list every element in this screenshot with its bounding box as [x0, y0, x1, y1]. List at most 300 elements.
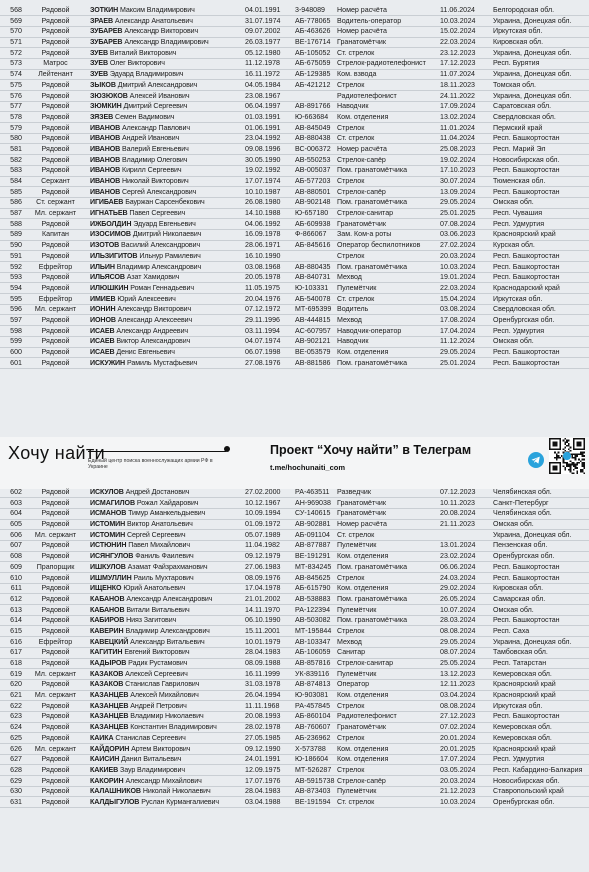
death-date-cell: 29.02.2024: [440, 584, 476, 593]
role-cell: Ком. отделения: [337, 691, 389, 700]
birth-date-cell: 06.10.1990: [245, 616, 281, 625]
birth-date-cell: 29.11.1996: [245, 315, 280, 324]
surname: ЗОТКИН: [90, 6, 119, 14]
rank-cell: Рядовой: [41, 48, 70, 57]
rank-cell: Рядовой: [41, 102, 70, 111]
table-row: [0, 765, 589, 776]
birth-date-cell: 04.07.1974: [245, 337, 281, 346]
token-cell: РА-463511: [295, 488, 330, 496]
death-date-cell: 03.04.2024: [440, 691, 476, 700]
token-cell: АВ-877887: [295, 541, 331, 550]
death-date-cell: 08.07.2024: [440, 648, 476, 657]
name-cell: [90, 733, 240, 744]
name-cell: [90, 165, 240, 176]
first-name: Дмитрий Александрович: [117, 80, 198, 89]
rank-cell: Рядовой: [41, 219, 70, 228]
birth-date-cell: 30.05.1990: [245, 155, 281, 164]
name-cell: [90, 91, 240, 102]
rank-cell: Рядовой: [41, 552, 70, 561]
table-row: [0, 112, 589, 123]
name-cell: [90, 101, 240, 112]
row-number: 568: [10, 6, 22, 14]
name-cell: [90, 37, 240, 48]
rank-cell: Рядовой: [41, 712, 70, 721]
name-cell: [90, 16, 240, 27]
birth-date-cell: 20.05.1978: [245, 273, 281, 282]
death-date-cell: 03.08.2024: [440, 305, 476, 314]
role-cell: Пом. гранатомётчика: [337, 594, 408, 603]
first-name: Радик Рустамович: [128, 659, 188, 667]
token-cell: Ю-657180: [295, 209, 329, 218]
first-name: Андрей Достанович: [125, 488, 190, 496]
table-row: [0, 69, 589, 80]
role-cell: Пулемётчик: [337, 541, 377, 550]
first-name: Александр Анатольевич: [114, 16, 193, 25]
role-cell: Ком. отделения: [337, 584, 389, 593]
rank-cell: Рядовой: [41, 6, 70, 14]
name-cell: [90, 262, 240, 273]
table-row: [0, 701, 589, 712]
row-number: 598: [10, 326, 22, 335]
first-name: Фаниль Фаилевич: [135, 552, 194, 561]
birth-date-cell: 28.04.1983: [245, 787, 281, 796]
name-cell: [90, 133, 240, 144]
region-cell: Новосибирская обл.: [493, 776, 560, 785]
table-row: [0, 347, 589, 358]
role-cell: Пом. гранатомётчика: [337, 262, 408, 271]
name-cell: [90, 487, 240, 498]
row-number: 610: [10, 573, 22, 582]
role-cell: Ком. отделения: [337, 755, 389, 764]
surname: ЗУЕВ: [90, 48, 109, 57]
death-date-cell: 24.03.2024: [440, 573, 476, 582]
row-number: 623: [10, 712, 22, 721]
token-cell: АВ-538883: [295, 594, 331, 603]
birth-date-cell: 05.12.1980: [245, 48, 281, 57]
region-cell: Кемеровская обл.: [493, 733, 552, 742]
token-cell: АВ-891766: [295, 102, 331, 111]
table-row: [0, 16, 589, 27]
table-row: [0, 508, 589, 519]
surname: ИСАЕВ: [90, 348, 115, 356]
rank-cell: Рядовой: [41, 337, 70, 346]
name-cell: [90, 304, 240, 315]
birth-date-cell: 16.10.1990: [245, 251, 281, 260]
region-cell: Кемеровская обл.: [493, 723, 552, 732]
name-cell: [90, 229, 240, 240]
birth-date-cell: 26.03.1977: [245, 38, 281, 47]
row-number: 621: [10, 691, 22, 700]
death-date-cell: 20.03.2024: [440, 251, 476, 260]
row-divider: [0, 807, 589, 808]
rank-cell: Рядовой: [41, 187, 70, 196]
name-cell: [90, 754, 240, 765]
death-date-cell: 06.06.2024: [440, 562, 476, 571]
rank-cell: Лейтенант: [38, 70, 73, 79]
surname: КАЗАНЦЕВ: [90, 701, 129, 710]
death-date-cell: 08.08.2024: [440, 626, 476, 635]
first-name: Александр Владимирович: [124, 38, 209, 47]
name-cell: [90, 272, 240, 283]
row-number: 600: [10, 348, 22, 356]
row-number: 585: [10, 187, 22, 196]
region-cell: Респ. Удмуртия: [493, 219, 545, 228]
role-cell: Водитель: [337, 305, 369, 314]
first-name: Виталий Викторович: [109, 48, 177, 57]
token-cell: АБ-421212: [295, 80, 331, 89]
name-cell: [90, 573, 240, 584]
role-cell: Номер расчёта: [337, 6, 387, 14]
region-cell: Краснодарский край: [493, 283, 560, 292]
row-number: 596: [10, 305, 22, 314]
birth-date-cell: 20.08.1993: [245, 712, 281, 721]
birth-date-cell: 24.01.1991: [245, 755, 281, 764]
role-cell: Стрелок-сапёр: [337, 776, 386, 785]
birth-date-cell: 11.12.1978: [245, 59, 280, 68]
row-number: 588: [10, 219, 22, 228]
death-date-cell: 17.09.2024: [440, 102, 476, 111]
birth-date-cell: 23.08.1967: [245, 91, 281, 100]
row-number: 624: [10, 723, 22, 732]
first-name: Александр Витальевич: [130, 637, 205, 646]
surname: КАЗАНЦЕВ: [90, 712, 129, 721]
death-date-cell: 10.11.2023: [440, 498, 475, 507]
token-cell: Ю-903081: [295, 691, 329, 700]
row-number: 577: [10, 102, 22, 111]
table-row: [0, 562, 589, 573]
row-number: 569: [10, 16, 22, 25]
region-cell: Челябинская обл.: [493, 509, 552, 518]
table-row: [0, 155, 589, 166]
first-name: Нияз Загитович: [126, 616, 177, 625]
role-cell: Мехвод: [337, 315, 362, 324]
name-cell: [90, 530, 240, 541]
token-cell: ВЕ-191594: [295, 797, 331, 806]
project-title: Проект “Хочу найти” в Телеграм: [270, 443, 472, 457]
token-cell: АБ-091104: [295, 530, 330, 539]
name-cell: [90, 187, 240, 198]
table-row: [0, 294, 589, 305]
death-date-cell: 20.01.2024: [440, 733, 476, 742]
token-cell: АБ-236962: [295, 733, 331, 742]
region-cell: Ставропольский край: [493, 787, 564, 796]
name-cell: [90, 679, 240, 690]
table-row: [0, 647, 589, 658]
death-date-cell: 21.11.2023: [440, 520, 475, 529]
region-cell: Украина, Донецкая обл.: [493, 637, 572, 646]
first-name: Дмитрий Сергеевич: [123, 102, 188, 111]
first-name: Александр Андреевич: [116, 326, 189, 335]
surname: ИСАЕВ: [90, 326, 115, 335]
birth-date-cell: 08.09.1988: [245, 659, 281, 667]
rank-cell: Рядовой: [41, 723, 70, 732]
first-name: Александр Павлович: [122, 123, 190, 132]
death-date-cell: 17.07.2024: [440, 755, 476, 764]
table-row: [0, 605, 589, 616]
region-cell: Иркутская обл.: [493, 701, 543, 710]
death-date-cell: 15.02.2024: [440, 27, 476, 36]
row-number: 591: [10, 251, 22, 260]
region-cell: Самарская обл.: [493, 594, 546, 603]
name-cell: [90, 283, 240, 294]
role-cell: Ст. стрелок: [337, 48, 375, 57]
first-name: Кирилл Сергеевич: [122, 166, 182, 175]
birth-date-cell: 27.02.2000: [245, 488, 281, 496]
first-name: Витали Витальевич: [126, 605, 190, 614]
death-date-cell: 25.08.2023: [440, 144, 476, 153]
table-row: [0, 551, 589, 562]
surname: ЗЮЗЮКОВ: [90, 91, 128, 100]
table-row: [0, 626, 589, 637]
table-row: [0, 219, 589, 230]
name-cell: [90, 647, 240, 658]
death-date-cell: 11.12.2024: [440, 337, 475, 346]
region-cell: Пензенская обл.: [493, 541, 548, 550]
name-cell: [90, 326, 240, 337]
rank-cell: Сержант: [41, 177, 70, 185]
birth-date-cell: 08.09.1976: [245, 573, 281, 582]
death-date-cell: 15.04.2024: [440, 294, 476, 303]
name-cell: [90, 294, 240, 305]
table-row: [0, 208, 589, 219]
region-cell: Курская обл.: [493, 241, 535, 250]
first-name: Артем Викторович: [131, 744, 191, 753]
role-cell: Наводчик-оператор: [337, 326, 402, 335]
birth-date-cell: 01.03.1991: [245, 112, 281, 121]
table-row: [0, 58, 589, 69]
rank-cell: Ефрейтор: [38, 294, 73, 303]
token-cell: АБ-609938: [295, 219, 331, 228]
birth-date-cell: 21.01.2002: [245, 594, 281, 603]
name-cell: [90, 358, 240, 369]
death-date-cell: 29.05.2024: [440, 637, 476, 646]
first-name: Ильнур Рамилевич: [139, 251, 201, 260]
role-cell: Номер расчёта: [337, 520, 387, 529]
row-number: 626: [10, 744, 22, 753]
region-cell: Респ. Башкортостан: [493, 358, 560, 367]
row-number: 614: [10, 616, 22, 625]
first-name: Семен Вадимович: [115, 112, 175, 121]
role-cell: Ком. отделения: [337, 552, 389, 561]
surname: ИЖБОЛДИН: [90, 219, 132, 228]
row-number: 605: [10, 520, 22, 529]
first-name: Юрий Анатольевич: [123, 584, 186, 593]
region-cell: Кемеровская обл.: [493, 669, 552, 678]
table-row: [0, 240, 589, 251]
row-number: 611: [10, 584, 22, 593]
row-number: 581: [10, 144, 22, 153]
first-name: Юрий Алексеевич: [117, 294, 176, 303]
death-date-cell: 17.10.2023: [440, 166, 476, 175]
rank-cell: Рядовой: [41, 498, 70, 507]
first-name: Денис Евгеньевич: [116, 348, 175, 356]
first-name: Алексей Михайлович: [130, 691, 199, 700]
surname: ИЛЬЯСОВ: [90, 273, 125, 282]
surname: ИСМАГИЛОВ: [90, 498, 135, 507]
role-cell: Стрелок-сапёр: [337, 187, 386, 196]
row-number: 622: [10, 701, 22, 710]
rank-cell: Ефрейтор: [38, 262, 73, 271]
surname: ИЗОТОВ: [90, 241, 120, 250]
first-name: Андрей Петрович: [130, 701, 187, 710]
table-row: [0, 229, 589, 240]
casualty-list-top: [0, 5, 589, 368]
surname: ЗУЕВ: [90, 59, 109, 68]
region-cell: Омская обл.: [493, 198, 534, 207]
name-cell: [90, 176, 240, 187]
token-cell: АВ-902881: [295, 520, 331, 529]
birth-date-cell: 28.06.1971: [245, 241, 281, 250]
name-cell: [90, 336, 240, 347]
table-row: [0, 583, 589, 594]
death-date-cell: 23.12.2023: [440, 48, 476, 57]
role-cell: Номер расчёта: [337, 27, 387, 36]
token-cell: АВ-845625: [295, 573, 331, 582]
token-cell: АВ-103347: [295, 637, 331, 646]
table-row: [0, 187, 589, 198]
birth-date-cell: 03.11.1994: [245, 326, 280, 335]
first-name: Максим Владимирович: [120, 6, 195, 14]
death-date-cell: 10.03.2024: [440, 16, 476, 25]
rank-cell: Рядовой: [41, 626, 70, 635]
surname: КАЙДОРИН: [90, 744, 130, 753]
token-cell: МТ-834245: [295, 562, 332, 571]
row-number: 597: [10, 315, 22, 324]
row-number: 619: [10, 669, 22, 678]
row-number: 602: [10, 488, 22, 496]
surname: ЗЮМКИН: [90, 102, 122, 111]
token-cell: АБ-106059: [295, 648, 331, 657]
row-number: 627: [10, 755, 22, 764]
surname: ИЛЬИН: [90, 262, 115, 271]
table-row: [0, 26, 589, 37]
first-name: Роман Геннадьевич: [130, 283, 194, 292]
surname: ИСТЮНИН: [90, 541, 127, 550]
first-name: Заур Владимирович: [120, 765, 185, 774]
rank-cell: Мл. сержант: [34, 530, 77, 539]
casualty-list-bottom: [0, 487, 589, 808]
qr-code-icon[interactable]: [549, 438, 585, 474]
name-cell: [90, 711, 240, 722]
role-cell: Стрелок-сапёр: [337, 155, 386, 164]
row-number: 629: [10, 776, 22, 785]
surname: КАЗАКОВ: [90, 680, 124, 689]
birth-date-cell: 17.07.1974: [245, 177, 281, 185]
birth-date-cell: 09.08.1996: [245, 144, 281, 153]
token-cell: ВЕ-191291: [295, 552, 331, 561]
region-cell: Свердловская обл.: [493, 305, 556, 314]
token-cell: Ю-103331: [295, 283, 329, 292]
table-row: [0, 690, 589, 701]
birth-date-cell: 23.04.1992: [245, 134, 281, 143]
row-number: 584: [10, 177, 22, 185]
rank-cell: Рядовой: [41, 315, 70, 324]
rank-cell: Прапорщик: [36, 562, 75, 571]
row-divider: [0, 368, 589, 369]
token-cell: АБ-845616: [295, 241, 331, 250]
first-name: Азат Хамидович: [126, 273, 180, 282]
death-date-cell: 29.05.2024: [440, 348, 476, 356]
table-row: [0, 733, 589, 744]
surname: КАЗАНЦЕВ: [90, 691, 129, 700]
birth-date-cell: 16.11.1999: [245, 669, 280, 678]
first-name: Азамат Файзрахманович: [127, 562, 208, 571]
table-row: [0, 123, 589, 134]
row-number: 593: [10, 273, 22, 282]
death-date-cell: 25.01.2025: [440, 209, 476, 218]
region-cell: Омская обл.: [493, 337, 534, 346]
table-row: [0, 776, 589, 787]
role-cell: Стрелок: [337, 701, 365, 710]
rank-cell: Рядовой: [41, 134, 70, 143]
rank-cell: Рядовой: [41, 755, 70, 764]
birth-date-cell: 06.04.1997: [245, 102, 281, 111]
rank-cell: Рядовой: [41, 616, 70, 625]
birth-date-cell: 26.08.1980: [245, 198, 281, 207]
name-cell: [90, 69, 240, 80]
name-cell: [90, 605, 240, 616]
region-cell: Кировская обл.: [493, 38, 544, 47]
first-name: Константин Владимирович: [130, 723, 217, 732]
region-cell: Респ. Башкортостан: [493, 273, 560, 282]
table-row: [0, 669, 589, 680]
name-cell: [90, 583, 240, 594]
row-number: 617: [10, 648, 22, 657]
role-cell: Номер расчёта: [337, 144, 387, 153]
table-row: [0, 133, 589, 144]
death-date-cell: 12.11.2023: [440, 680, 475, 689]
table-row: [0, 5, 589, 16]
role-cell: Гранатомётчик: [337, 219, 386, 228]
first-name: Александр Алексеевич: [117, 315, 193, 324]
surname: ИОНИН: [90, 305, 116, 314]
death-date-cell: 22.03.2024: [440, 38, 476, 47]
region-cell: Украина, Донецкая обл.: [493, 91, 572, 100]
token-cell: АВ-880438: [295, 134, 331, 143]
role-cell: Гранатомётчик: [337, 498, 386, 507]
region-cell: Оренбургская обл.: [493, 315, 555, 324]
first-name: Виктор Александрович: [116, 337, 191, 346]
token-cell: ВЕ-176714: [295, 38, 331, 47]
rank-cell: Рядовой: [41, 348, 70, 356]
row-number: 573: [10, 59, 22, 68]
rank-cell: Рядовой: [41, 776, 70, 785]
role-cell: Гранатомётчик: [337, 509, 386, 518]
row-number: 579: [10, 123, 22, 132]
region-cell: Респ. Чувашия: [493, 209, 543, 218]
role-cell: Стрелок: [337, 177, 365, 185]
death-date-cell: 22.03.2024: [440, 283, 476, 292]
death-date-cell: 07.02.2024: [440, 723, 476, 732]
birth-date-cell: 01.06.1991: [245, 123, 281, 132]
name-cell: [90, 519, 240, 530]
name-cell: [90, 776, 240, 787]
token-cell: АВ-881586: [295, 358, 331, 367]
death-date-cell: 19.02.2024: [440, 155, 476, 164]
token-cell: АБ-778065: [295, 16, 331, 25]
project-link[interactable]: t.me/hochunaiti_com: [270, 463, 346, 472]
table-row: [0, 197, 589, 208]
rank-cell: Рядовой: [41, 787, 70, 796]
row-number: 586: [10, 198, 22, 207]
rank-cell: Рядовой: [41, 520, 70, 529]
rank-cell: Рядовой: [41, 797, 70, 806]
token-cell: Ю-663684: [295, 112, 329, 121]
death-date-cell: 08.08.2024: [440, 701, 476, 710]
token-cell: АБ-463626: [295, 27, 331, 36]
surname: КАГИТИН: [90, 648, 123, 657]
table-row: [0, 573, 589, 584]
